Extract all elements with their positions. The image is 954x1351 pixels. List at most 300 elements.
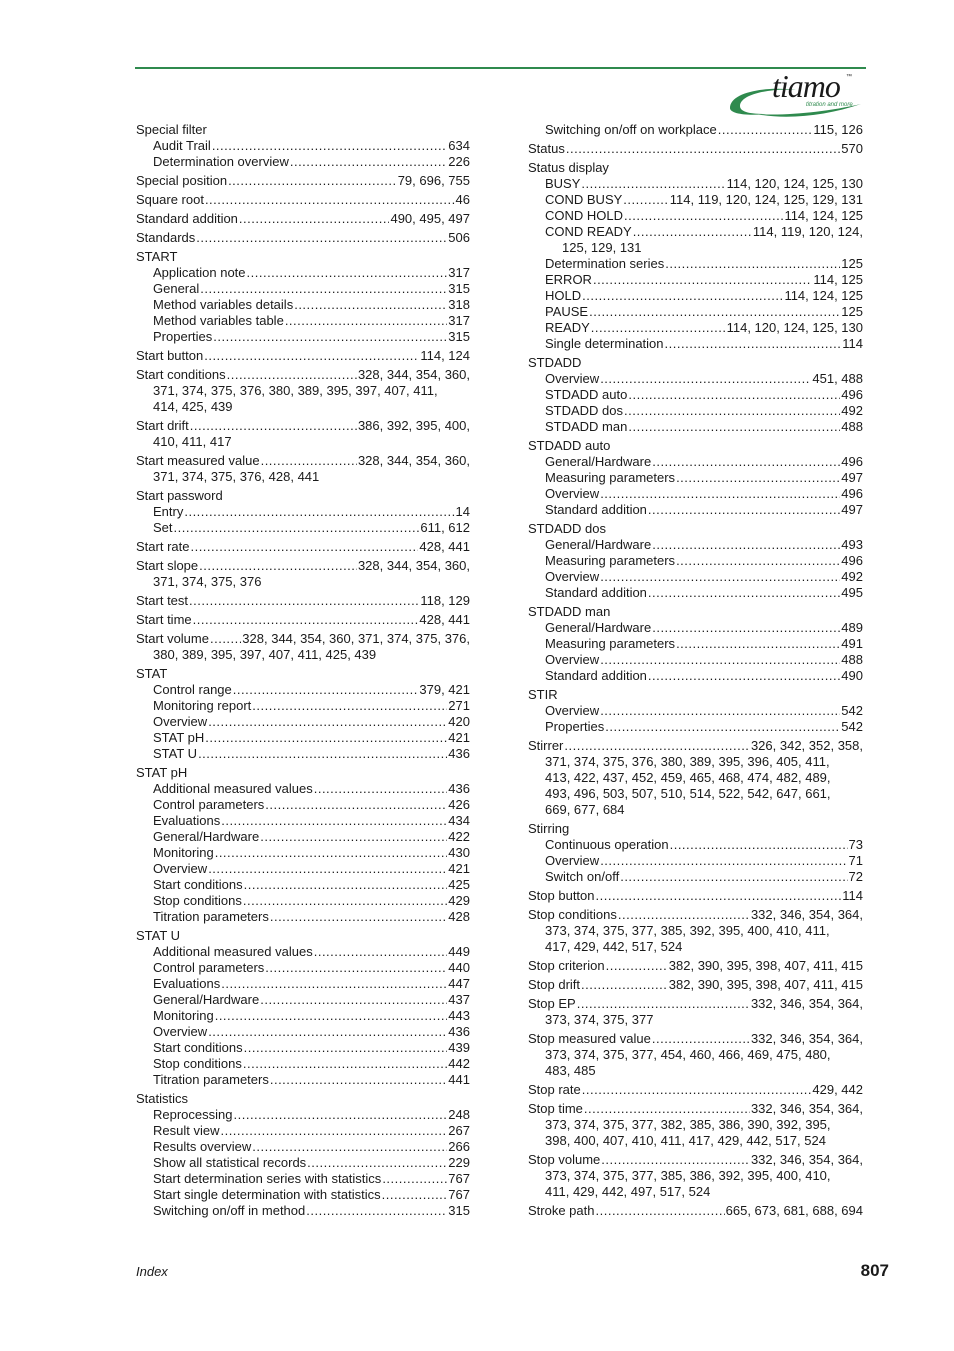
dot-leader xyxy=(190,418,357,434)
index-row xyxy=(528,537,863,553)
dot-leader xyxy=(606,958,668,974)
dot-leader xyxy=(676,470,840,486)
dot-leader xyxy=(221,976,447,992)
dot-leader xyxy=(252,698,447,714)
index-term: Audit Trail xyxy=(153,138,211,153)
index-entry xyxy=(528,888,863,904)
index-row xyxy=(136,698,470,714)
dot-leader xyxy=(601,1152,750,1168)
index-row xyxy=(136,797,470,813)
page-refs: 114, 124 xyxy=(420,348,470,363)
dot-leader xyxy=(593,272,812,288)
dot-leader xyxy=(247,265,448,281)
page-refs: 665, 673, 681, 688, 694 xyxy=(725,1203,863,1218)
index-row xyxy=(136,714,470,730)
index-term: COND HOLD xyxy=(545,208,624,223)
index-entry xyxy=(136,631,470,663)
index-term: General/Hardware xyxy=(153,829,260,844)
index-row xyxy=(528,958,863,974)
page-refs: 428, 441 xyxy=(419,612,470,627)
page-refs-continued: 373, 374, 375, 377, 454, 460, 466, 469, 475, 480, xyxy=(545,1047,831,1062)
subentry-continuation xyxy=(528,240,863,256)
index-entry xyxy=(528,1101,863,1149)
page-refs: 496 xyxy=(841,387,863,402)
page-refs-continued: 398, 400, 407, 410, 411, 417, 429, 442, 517, 524 xyxy=(545,1133,826,1148)
index-row xyxy=(136,297,470,313)
dot-leader xyxy=(665,336,842,352)
page-refs: 496 xyxy=(841,486,863,501)
page-refs: 767 xyxy=(448,1187,470,1202)
index-row xyxy=(528,403,863,419)
index-term: Titration parameters xyxy=(153,1072,269,1087)
page-refs: 271 xyxy=(448,698,470,713)
index-row xyxy=(528,907,863,923)
index-row xyxy=(528,320,863,336)
page-refs: 114, 119, 120, 124, xyxy=(752,224,863,239)
page-refs-continued: 371, 374, 375, 376 xyxy=(153,574,262,589)
index-row xyxy=(528,387,863,403)
index-entry xyxy=(136,612,470,628)
index-row xyxy=(528,1203,863,1219)
index-term: Properties xyxy=(545,719,605,734)
index-term: Standard addition xyxy=(136,211,238,226)
page-refs: 428, 441 xyxy=(419,539,470,554)
dot-leader xyxy=(648,668,840,684)
index-term: Switching on/off on workplace xyxy=(545,122,717,137)
dot-leader xyxy=(215,845,448,861)
index-term: Determination series xyxy=(545,256,665,271)
page-refs: 449 xyxy=(448,944,470,959)
page-refs: 328, 344, 354, 360, xyxy=(357,558,470,573)
index-entry xyxy=(136,558,470,590)
index-heading: STAT xyxy=(136,666,168,681)
index-row xyxy=(528,336,863,352)
index-row xyxy=(136,1024,470,1040)
index-term: Overview xyxy=(545,703,600,718)
footer-section-label: Index xyxy=(136,1264,168,1279)
index-term: Start conditions xyxy=(136,367,226,382)
page-refs: 328, 344, 354, 360, xyxy=(357,453,470,468)
index-entry xyxy=(528,738,863,818)
index-row xyxy=(136,1056,470,1072)
page-refs: 332, 346, 354, 364, xyxy=(750,907,863,922)
dot-leader xyxy=(596,1203,725,1219)
index-group xyxy=(136,1091,470,1219)
dot-leader xyxy=(239,211,390,227)
page-refs: 114, 125 xyxy=(813,272,863,287)
dot-leader xyxy=(265,797,447,813)
index-term: Start measured value xyxy=(136,453,260,468)
page-refs-continued: 371, 374, 375, 376, 428, 441 xyxy=(153,469,320,484)
page-refs: 248 xyxy=(448,1107,470,1122)
dot-leader xyxy=(600,853,847,869)
index-row xyxy=(136,612,470,628)
index-row xyxy=(136,944,470,960)
dot-leader xyxy=(624,403,840,419)
dot-leader xyxy=(600,652,840,668)
page-refs: 488 xyxy=(841,419,863,434)
dot-leader xyxy=(564,738,750,754)
index-term: Overview xyxy=(545,853,600,868)
dot-leader xyxy=(600,703,840,719)
index-row xyxy=(528,853,863,869)
index-row xyxy=(528,703,863,719)
index-row xyxy=(528,553,863,569)
page-refs: 229 xyxy=(448,1155,470,1170)
dot-leader xyxy=(260,829,447,845)
dot-leader xyxy=(382,1171,447,1187)
index-row xyxy=(528,454,863,470)
dot-leader xyxy=(189,593,419,609)
index-row xyxy=(136,861,470,877)
dot-leader xyxy=(261,453,357,469)
dot-leader xyxy=(648,585,840,601)
dot-leader xyxy=(624,208,783,224)
page-refs: 267 xyxy=(448,1123,470,1138)
index-term: Reprocessing xyxy=(153,1107,233,1122)
index-row xyxy=(528,288,863,304)
index-row xyxy=(136,313,470,329)
index-row xyxy=(136,1171,470,1187)
index-entry xyxy=(136,192,470,208)
dot-leader xyxy=(193,612,419,628)
index-row xyxy=(136,1040,470,1056)
index-entry xyxy=(528,977,863,993)
index-row xyxy=(528,652,863,668)
dot-leader xyxy=(285,313,447,329)
page-refs: 490 xyxy=(841,668,863,683)
index-term: Start conditions xyxy=(153,1040,243,1055)
index-row xyxy=(136,631,470,647)
index-heading: STDADD auto xyxy=(528,438,611,453)
index-row xyxy=(136,348,470,364)
index-term: HOLD xyxy=(545,288,582,303)
index-row xyxy=(136,845,470,861)
dot-leader xyxy=(208,1024,447,1040)
index-term: Properties xyxy=(153,329,213,344)
page-refs: 441 xyxy=(448,1072,470,1087)
dot-leader xyxy=(382,1187,448,1203)
index-row xyxy=(136,539,470,555)
dot-leader xyxy=(314,781,448,797)
index-heading: STAT U xyxy=(136,928,181,943)
index-term: Overview xyxy=(545,486,600,501)
page-refs: 490, 495, 497 xyxy=(390,211,470,226)
page-refs: 114, 124, 125 xyxy=(784,288,863,303)
dot-leader xyxy=(290,154,447,170)
dot-leader xyxy=(215,1008,448,1024)
dot-leader xyxy=(228,173,397,189)
page-refs: 442 xyxy=(448,1056,470,1071)
index-entry xyxy=(528,141,863,157)
dot-leader xyxy=(265,960,447,976)
dot-leader xyxy=(581,176,725,192)
dot-leader xyxy=(221,813,447,829)
index-row xyxy=(528,569,863,585)
page-refs-continued: 411, 429, 442, 497, 517, 524 xyxy=(545,1184,711,1199)
index-term: Start button xyxy=(136,348,204,363)
page-refs: 570 xyxy=(841,141,863,156)
index-heading: STAT pH xyxy=(136,765,188,780)
index-row xyxy=(528,1101,863,1117)
index-row xyxy=(136,281,470,297)
logo-trademark: ™ xyxy=(846,74,852,80)
index-term: General/Hardware xyxy=(545,620,652,635)
dot-leader xyxy=(244,877,448,893)
page-refs-continued: 413, 422, 437, 452, 459, 465, 468, 474, 482, 489, xyxy=(545,770,831,785)
index-term: Stop conditions xyxy=(153,893,242,908)
index-heading: STDADD xyxy=(528,355,582,370)
index-term: Standards xyxy=(136,230,196,245)
index-term: Additional measured values xyxy=(153,781,313,796)
index-group xyxy=(136,666,470,762)
index-group xyxy=(136,122,470,170)
index-row xyxy=(136,192,470,208)
index-row xyxy=(528,996,863,1012)
index-group xyxy=(136,928,470,1088)
page-refs: 315 xyxy=(448,1203,470,1218)
index-row xyxy=(528,419,863,435)
dot-leader xyxy=(718,122,813,138)
index-term: Evaluations xyxy=(153,813,221,828)
index-term: Method variables table xyxy=(153,313,284,328)
page-refs-continued: 669, 677, 684 xyxy=(545,802,625,817)
index-row xyxy=(136,877,470,893)
dot-leader xyxy=(184,504,454,520)
index-term: Special position xyxy=(136,173,228,188)
page-refs: 71 xyxy=(848,853,863,868)
dot-leader xyxy=(582,288,783,304)
page-refs: 114 xyxy=(842,888,863,903)
index-entry xyxy=(136,230,470,246)
index-row xyxy=(136,730,470,746)
dot-leader xyxy=(227,367,357,383)
index-term: Stroke path xyxy=(528,1203,595,1218)
index-term: General/Hardware xyxy=(545,537,652,552)
index-term: PAUSE xyxy=(545,304,589,319)
index-term: Overview xyxy=(153,714,208,729)
index-term: Switch on/off xyxy=(545,869,620,884)
dot-leader xyxy=(581,977,668,993)
page-refs: 426 xyxy=(448,797,470,812)
page-refs: 430 xyxy=(448,845,470,860)
index-group xyxy=(528,160,863,352)
page-refs: 428 xyxy=(448,909,470,924)
index-term: Square root xyxy=(136,192,204,207)
index-term: Start slope xyxy=(136,558,199,573)
page-refs: 436 xyxy=(448,746,470,761)
index-subentries xyxy=(528,703,863,735)
index-row xyxy=(136,1008,470,1024)
index-term: Stop conditions xyxy=(153,1056,242,1071)
dot-leader xyxy=(676,553,840,569)
index-term: Start volume xyxy=(136,631,209,646)
index-term: Measuring parameters xyxy=(545,470,676,485)
dot-leader xyxy=(582,1082,812,1098)
index-term: Measuring parameters xyxy=(545,553,676,568)
index-entry xyxy=(528,958,863,974)
index-row xyxy=(528,371,863,387)
index-heading: START xyxy=(136,249,178,264)
index-subentries xyxy=(136,265,470,345)
index-term: STDADD dos xyxy=(545,403,624,418)
dot-leader xyxy=(204,348,419,364)
index-term: Determination overview xyxy=(153,154,289,169)
index-entry xyxy=(136,367,470,415)
page-refs: 382, 390, 395, 398, 407, 411, 415 xyxy=(668,977,863,992)
index-term: Overview xyxy=(153,1024,208,1039)
page-refs: 332, 346, 354, 364, xyxy=(750,996,863,1011)
index-row xyxy=(136,682,470,698)
index-term: Entry xyxy=(153,504,184,519)
index-row xyxy=(136,1187,470,1203)
index-heading: STDADD man xyxy=(528,604,611,619)
dot-leader xyxy=(205,192,455,208)
index-group xyxy=(528,355,863,435)
page-refs-continued: 410, 411, 417 xyxy=(153,434,232,449)
index-term: Stop drift xyxy=(528,977,581,992)
index-column-right xyxy=(528,122,863,1222)
page-refs: 421 xyxy=(448,730,470,745)
index-term: Stop rate xyxy=(528,1082,581,1097)
index-row xyxy=(136,746,470,762)
page-refs: 451, 488 xyxy=(812,371,863,386)
dot-leader xyxy=(196,230,447,246)
index-term: Stop time xyxy=(528,1101,583,1116)
index-term: Overview xyxy=(153,861,208,876)
index-term: Standard addition xyxy=(545,585,647,600)
index-term: STDADD man xyxy=(545,419,628,434)
index-term: Stop EP xyxy=(528,996,576,1011)
page-refs: 114, 120, 124, 125, 130 xyxy=(726,320,863,335)
index-entry xyxy=(136,211,470,227)
index-row xyxy=(528,272,863,288)
page-refs: 125 xyxy=(841,304,863,319)
index-row xyxy=(528,1031,863,1047)
index-term: General xyxy=(153,281,200,296)
index-term: Overview xyxy=(545,371,600,386)
dot-leader xyxy=(623,192,668,208)
index-heading: Statistics xyxy=(136,1091,189,1106)
index-row xyxy=(528,486,863,502)
index-row xyxy=(136,520,470,536)
index-row xyxy=(528,1082,863,1098)
dot-leader xyxy=(600,569,840,585)
index-row xyxy=(528,585,863,601)
page-refs: 611, 612 xyxy=(420,520,470,535)
page-refs: 496 xyxy=(841,454,863,469)
index-row xyxy=(136,829,470,845)
page-refs: 46 xyxy=(455,192,470,207)
index-row xyxy=(136,1203,470,1219)
index-row xyxy=(136,138,470,154)
dot-leader xyxy=(618,907,750,923)
page-refs: 317 xyxy=(448,313,470,328)
page-refs: 114 xyxy=(842,336,863,351)
logo-wordmark: tiamo xyxy=(772,68,840,104)
index-row xyxy=(136,504,470,520)
index-heading: Stirring xyxy=(528,821,570,836)
page-refs-continued: 493, 496, 503, 507, 510, 514, 522, 542, 647, 661, xyxy=(545,786,831,801)
page-refs-continued: 483, 485 xyxy=(545,1063,596,1078)
index-row xyxy=(528,502,863,518)
dot-leader xyxy=(200,281,447,297)
index-term: Stirrer xyxy=(528,738,564,753)
page-refs: 318 xyxy=(448,297,470,312)
index-group xyxy=(528,438,863,518)
page-refs: 439 xyxy=(448,1040,470,1055)
index-group xyxy=(136,249,470,345)
page-refs: 542 xyxy=(841,719,863,734)
index-heading: Start password xyxy=(136,488,223,503)
page-refs-continued: 373, 374, 375, 377, 385, 392, 395, 400, 410, 411, xyxy=(545,923,830,938)
page-refs-continued: 414, 425, 439 xyxy=(153,399,233,414)
index-term: Results overview xyxy=(153,1139,252,1154)
dot-leader xyxy=(577,996,750,1012)
index-row xyxy=(528,738,863,754)
page-refs: 315 xyxy=(448,281,470,296)
index-term: STDADD auto xyxy=(545,387,628,402)
page-refs: 386, 392, 395, 400, xyxy=(357,418,470,433)
page-refs: 115, 126 xyxy=(813,122,863,137)
index-subentries xyxy=(136,1107,470,1219)
index-group xyxy=(528,122,863,138)
index-row xyxy=(136,211,470,227)
page-refs: 382, 390, 395, 398, 407, 411, 415 xyxy=(668,958,863,973)
page-refs: 429, 442 xyxy=(812,1082,863,1097)
index-row xyxy=(528,888,863,904)
index-entry xyxy=(528,1203,863,1219)
page-refs: 118, 129 xyxy=(420,593,470,608)
index-group xyxy=(136,488,470,536)
index-heading: Status display xyxy=(528,160,609,175)
page-refs: 114, 120, 124, 125, 130 xyxy=(726,176,863,191)
dot-leader xyxy=(652,454,840,470)
dot-leader xyxy=(306,1203,447,1219)
index-subentries xyxy=(136,944,470,1088)
dot-leader xyxy=(294,297,447,313)
index-term: Status xyxy=(528,141,565,156)
index-subentries xyxy=(528,537,863,601)
index-row xyxy=(528,719,863,735)
index-row xyxy=(528,636,863,652)
index-row xyxy=(136,893,470,909)
dot-leader xyxy=(174,520,420,536)
page-refs: 425 xyxy=(448,877,470,892)
index-row xyxy=(136,1139,470,1155)
index-row xyxy=(136,1072,470,1088)
header-rule xyxy=(135,67,866,69)
index-row xyxy=(528,122,863,138)
page-refs: 488 xyxy=(841,652,863,667)
index-entry xyxy=(528,1031,863,1079)
page-refs: 332, 346, 354, 364, xyxy=(750,1101,863,1116)
index-term: Continuous operation xyxy=(545,837,669,852)
index-entry xyxy=(528,907,863,955)
page-refs: 492 xyxy=(841,403,863,418)
page-refs: 332, 346, 354, 364, xyxy=(750,1152,863,1167)
index-row xyxy=(136,781,470,797)
dot-leader xyxy=(243,893,447,909)
index-entry xyxy=(136,173,470,189)
page-refs-continued: 373, 374, 375, 377, 382, 385, 386, 390, 392, 395, xyxy=(545,1117,831,1132)
dot-leader xyxy=(589,304,840,320)
index-term: Set xyxy=(153,520,173,535)
dot-leader xyxy=(270,1072,447,1088)
index-term: BUSY xyxy=(545,176,581,191)
index-term: Standard addition xyxy=(545,668,647,683)
index-row xyxy=(136,154,470,170)
